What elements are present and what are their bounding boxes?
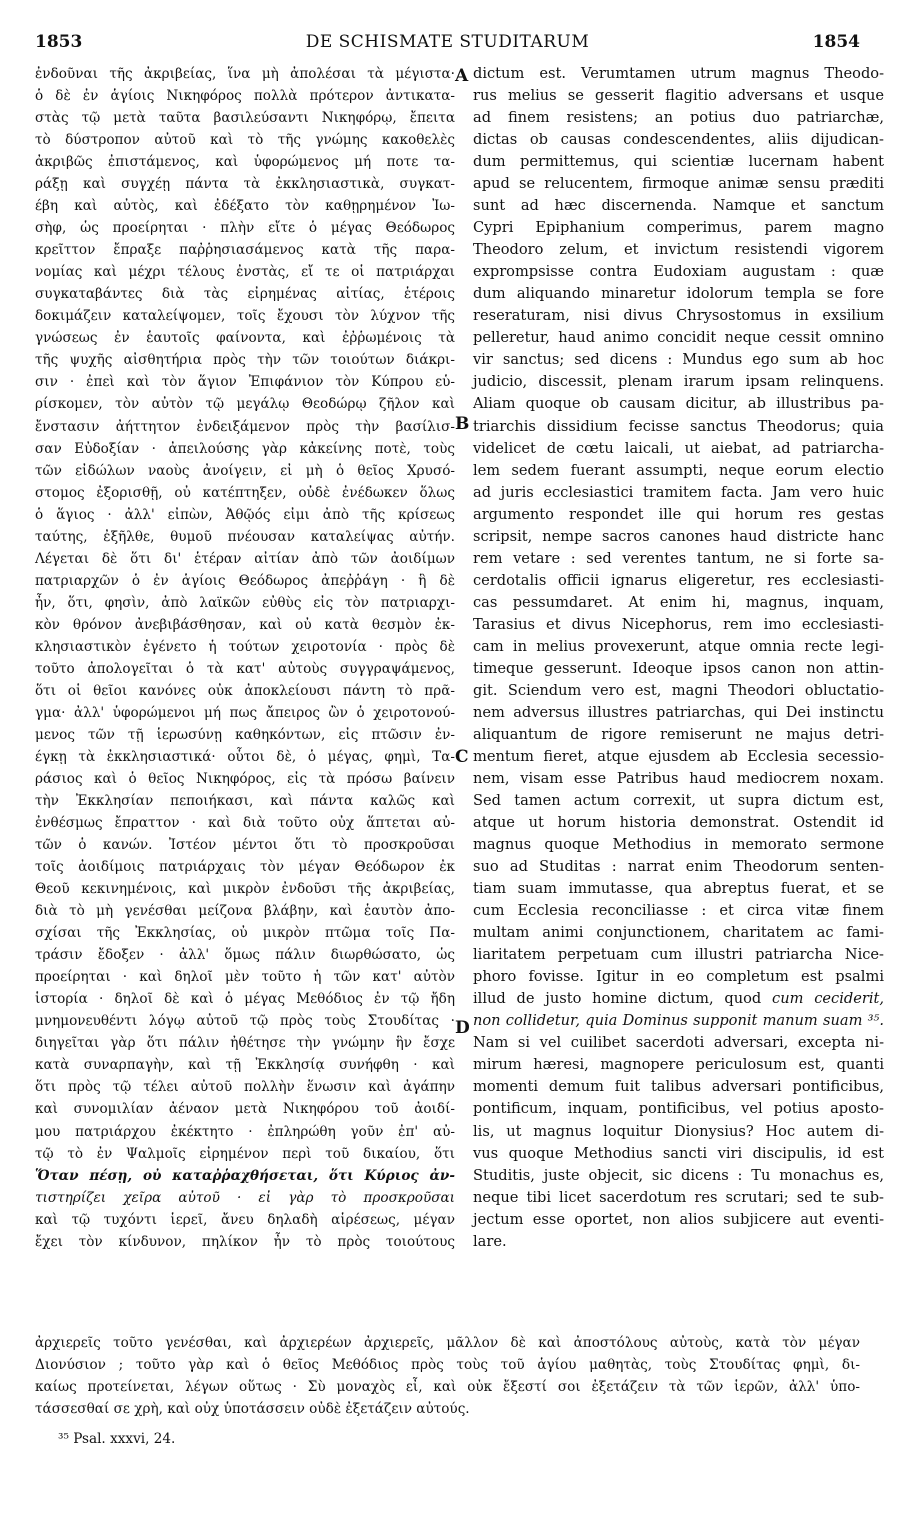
section-marker-d: D bbox=[455, 1018, 470, 1038]
latin-text-line: aliquantum de rigore remiserunt ne majus detri- bbox=[473, 725, 884, 743]
latin-text-line: Sed tamen actum correxit, ut supra dictum est, bbox=[473, 792, 884, 810]
greek-text-line: Διονύσιον ; τοῦτο γὰρ καὶ ὁ θεῖος Μεθόδιος πρὸς τοὺς τοῦ ἁγίου μαθητὰς, τοὺς Στουδίτας φημὶ, δι- bbox=[35, 1357, 860, 1373]
latin-text-line: exprompsisse contra Eudoxiam augustam : quæ bbox=[473, 263, 884, 281]
section-marker-b: B bbox=[455, 414, 470, 434]
latin-column bbox=[473, 63, 884, 1253]
greek-text-line: ράσιος καὶ ὁ θεῖος Νικηφόρος, εἰς τὰ πρόσω βαίνειν bbox=[35, 771, 455, 787]
greek-text-line: νομίας καὶ μέχρι τέλους ἐνστὰς, εἴ τε οἱ πατριάρχαι bbox=[35, 264, 455, 281]
latin-text-line: vir sanctus; sed dicens : Mundus ego sum ab hoc bbox=[473, 351, 884, 369]
full-width-greek-continuation bbox=[35, 1332, 860, 1420]
latin-text-line: sunt ad hæc discernenda. Namque et sanctum bbox=[473, 197, 884, 215]
latin-text-line: multam animi conjunctionem, charitatem ac fami- bbox=[473, 924, 884, 942]
greek-text-line: γμα· ἀλλ' ὑφορώμενοι μή πως ἄπειρος ὢν ὁ χειροτονού- bbox=[35, 704, 455, 721]
latin-text-line: pontificum, inquam, pontificibus, vel potius aposto- bbox=[473, 1100, 884, 1118]
greek-text-line: τάσσεσθαί σε χρὴ, καὶ οὐχ ὑποτάσσειν οὐδὲ ἐξετάζειν αὐτούς. bbox=[35, 1401, 470, 1417]
greek-text-line: σὴφ, ὡς προείρηται · πλὴν εἴτε ὁ μέγας Θεόδωρος bbox=[35, 220, 455, 237]
greek-column bbox=[35, 63, 455, 1253]
greek-text-line: κὸν θρόνον ἀνεβιβάσθησαν, καὶ οὐ κατὰ θεσμὸν ἐκ- bbox=[35, 616, 455, 633]
greek-text-line: ἀρχιερεῖς τοῦτο γενέσθαι, καὶ ἀρχιερέων ἀρχιερεῖς, μᾶλλον δὲ καὶ ἀποστόλους αὐτοὺς, κατὰ τὸν μέγαν bbox=[35, 1335, 860, 1351]
latin-text-line: vus quoque Methodius sancti viri discipulis, id est bbox=[473, 1144, 884, 1162]
greek-text-line: ἱστορία · δηλοῖ δὲ καὶ ὁ μέγας Μεθόδιος ἐν τῷ ἤδη bbox=[35, 991, 455, 1008]
greek-text-line: τῷ τὸ ἐν Ψαλμοῖς εἰρημένον περὶ τοῦ δικαίου, ὅτι bbox=[35, 1145, 455, 1162]
greek-text-line: σαν Εὐδοξίαν · ἀπειλούσης γὰρ κἀκείνης ποτὲ, τοὺς bbox=[35, 440, 455, 457]
latin-text-line: reseraturam, nisi divus Chrysostomus in exsilium bbox=[473, 307, 884, 325]
greek-text-line: τοῦτο ἀπολογεῖται ὁ τὰ κατ' αὐτοὺς συγγραψάμενος, bbox=[35, 660, 455, 677]
latin-text-line: Nam si vel cuilibet sacerdoti adversari, excepta ni- bbox=[473, 1034, 884, 1052]
latin-text-line: nem, visam esse Patribus haud mediocrem noxam. bbox=[473, 770, 884, 787]
greek-text-line: τράσιν ἔδοξεν · ἀλλ' ὅμως πάλιν διωρθώσατο, ὡς bbox=[35, 947, 455, 964]
greek-text-line: διὰ τὸ μὴ γενέσθαι μείζονα βλάβην, καὶ ἑαυτὸν ἀπο- bbox=[35, 903, 455, 920]
greek-text-line: κατὰ συναρπαγὴν, καὶ τῇ Ἐκκλησίᾳ συνήφθη · καὶ bbox=[35, 1057, 455, 1074]
page-number-right: 1854 bbox=[812, 32, 860, 52]
greek-text-line: ἔνστασιν ἀήττητον ἐνδειξάμενον πρὸς τὴν βασίλισ- bbox=[35, 418, 455, 435]
latin-text-line: scripsit, nempe sacros canones haud districte hanc bbox=[473, 527, 884, 545]
latin-text-line: nem adversus illustres patriarchas, qui Dei instinctu bbox=[473, 703, 884, 721]
latin-text-line: dum aliquando minaretur idolorum templa se fore bbox=[473, 285, 884, 303]
latin-text-line: rus melius se gesserit flagitio adversans et usque bbox=[473, 87, 884, 105]
greek-text-line: ράξῃ καὶ συγχέῃ πάντα τὰ ἐκκλησιαστικὰ, συγκατ- bbox=[35, 176, 455, 193]
greek-text-line: στομος ἐξορισθῇ, οὐ κατέπτηξεν, οὐδὲ ἐνέδωκεν ὅλως bbox=[35, 484, 455, 501]
greek-text-line: Θεοῦ κεκινημένοις, καὶ μικρὸν ἐνδοῦσι τῆς ἀκριβείας, bbox=[35, 881, 455, 898]
latin-text-line: Cypri Epiphanium comperimus, parem magno bbox=[473, 219, 884, 237]
greek-text-line: τοῖς ἀοιδίμοις πατριάρχαις τὸν μέγαν Θεόδωρον ἐκ bbox=[35, 859, 455, 876]
greek-text-line: ἐνδοῦναι τῆς ἀκριβείας, ἵνα μὴ ἀπολέσαι τὰ μέγιστα· bbox=[35, 66, 455, 82]
latin-text-line: tiam suam immutasse, qua abreptus fuerat, et se bbox=[473, 880, 884, 898]
greek-text-line: καίως προτείνεται, λέγων οὕτως · Σὺ μοναχὸς εἶ, καὶ οὐκ ἔξεστί σοι ἐξετάζειν τὰ τῶν ἱερῶν, ἀλλ' ὑπο- bbox=[35, 1379, 860, 1395]
greek-text-line: τῆς ψυχῆς αἰσθητήρια πρὸς τὴν τῶν τοιούτων διάκρι- bbox=[35, 352, 455, 369]
greek-text-line: έβη καὶ αὐτὸς, καὶ ἐδέξατο τὸν καθῃρημένον Ἰω- bbox=[35, 198, 455, 215]
latin-text-line: mentum fieret, atque ejusdem ab Ecclesia secessio- bbox=[473, 747, 884, 765]
greek-text-line: κλησιαστικὸν ἐγένετο ἡ τούτων χειροτονία · πρὸς δὲ bbox=[35, 638, 455, 655]
greek-text-line: δοκιμάζειν καταλείψομεν, τοῖς ἔχουσι τὸν λύχνον τῆς bbox=[35, 308, 455, 325]
latin-text-line: apud se relucentem, firmoque animæ sensu præditi bbox=[473, 175, 884, 193]
greek-text-line: πατριαρχῶν ὁ ἐν ἁγίοις Θεόδωρος ἀπεῤῥάγη · ἣ δὲ bbox=[35, 572, 455, 589]
greek-text-line: ἦν, ὅτι, φησὶν, ἀπὸ λαϊκῶν εὐθὺς εἰς τὸν πατριαρχι- bbox=[35, 594, 455, 611]
latin-text-line: Tarasius et divus Nicephorus, rem imo ecclesiasti- bbox=[473, 615, 884, 633]
greek-text-line: τὴν Ἐκκλησίαν πεποιήκασι, καὶ πάντα καλῶς καὶ bbox=[35, 793, 455, 810]
latin-text-line: lis, ut magnus loquitur Dionysius? Hoc autem di- bbox=[473, 1122, 884, 1140]
greek-text-line: ἐνθέσμως ἔπραττον · καὶ διὰ τοῦτο οὐχ ἅπτεται αὐ- bbox=[35, 815, 455, 832]
latin-text-line: videlicet de cœtu laicali, ut aiebat, ad patriarcha- bbox=[473, 439, 884, 457]
latin-text-line: atque ut horum historia demonstrat. Ostendit id bbox=[473, 814, 884, 832]
latin-text-line: momenti demum fuit talibus adversari pontificibus, bbox=[473, 1078, 884, 1096]
greek-text-line: γνώσεως ἐν ἑαυτοῖς φαίνοντα, καὶ ἐῤῥωμένοις τὰ bbox=[35, 330, 455, 347]
latin-text-line: cam in melius provexerunt, atque omnia recte legi- bbox=[473, 637, 884, 655]
latin-text-line: judicio, discessit, plenam irarum ipsam relinquens. bbox=[473, 373, 884, 391]
latin-text-line: mirum hæresi, magnopere periculosum est, quanti bbox=[473, 1056, 884, 1074]
latin-text-line: illud de justo homine dictum, quod cum ceciderit, bbox=[473, 990, 885, 1008]
greek-text-line: στὰς τῷ μετὰ ταῦτα βασιλεύσαντι Νικηφόρῳ, ἔπειτα bbox=[35, 110, 455, 127]
greek-text-line: σιν · ἐπεὶ καὶ τὸν ἅγιον Ἐπιφάνιον τὸν Κύπρου εὑ- bbox=[35, 374, 455, 391]
greek-text-line: μνημονευθέντι λόγῳ αὐτοῦ τῷ πρὸς τοὺς Στουδίτας · bbox=[35, 1013, 455, 1030]
page-header bbox=[35, 32, 860, 56]
latin-text-line: Theodoro zelum, et invictum resistendi vigorem bbox=[473, 241, 884, 259]
greek-text-line: ὁ δὲ ἐν ἁγίοις Νικηφόρος πολλὰ πρότερον ἀντικατα- bbox=[35, 88, 455, 105]
latin-text-line: git. Sciendum vero est, magni Theodori obluctatio- bbox=[473, 681, 884, 699]
greek-text-line: ὅτι πρὸς τῷ τέλει αὐτοῦ πολλὴν ἕνωσιν καὶ ἀγάπην bbox=[35, 1079, 455, 1096]
section-marker-c: C bbox=[455, 747, 469, 767]
latin-text-line: ad finem resistens; an potius duo patriarchæ, bbox=[473, 109, 884, 127]
latin-text-line: argumento respondet ille qui horum res gestas bbox=[473, 505, 884, 523]
latin-text-line: dictum est. Verumtamen utrum magnus Theodo- bbox=[473, 65, 884, 82]
greek-text-line: Λέγεται δὲ ὅτι δι' ἑτέραν αἰτίαν ἀπὸ τῶν ἀοιδίμων bbox=[35, 550, 455, 567]
latin-text-line: suo ad Studitas : narrat enim Theodorum senten- bbox=[473, 858, 884, 876]
greek-text-line: μενος τῶν τῇ ἱερωσύνῃ καθηκόντων, εἰς πτῶσιν ἐν- bbox=[35, 726, 455, 743]
greek-text-line: τὸ δύστροπον αὐτοῦ καὶ τὸ τῆς γνώμης κακοθελὲς bbox=[35, 132, 455, 149]
section-marker-a: A bbox=[455, 66, 469, 86]
latin-text-line: magnus quoque Methodius in memorato sermone bbox=[473, 836, 884, 854]
greek-text-line: καὶ τῷ τυχόντι ἱερεῖ, ἄνευ δηλαδὴ αἱρέσεως, μέγαν bbox=[35, 1211, 455, 1228]
page-number-left: 1853 bbox=[35, 32, 83, 52]
two-column-body bbox=[35, 63, 885, 1336]
greek-text-line: ὁ ἅγιος · ἀλλ' εἰπὼν, Ἀθῷός εἰμι ἀπὸ τῆς κρίσεως bbox=[35, 506, 455, 523]
latin-text-line: Aliam quoque ob causam dicitur, ab illustribus pa- bbox=[473, 395, 884, 413]
footnote: ³⁵ Psal. xxxvi, 24. bbox=[58, 1431, 176, 1447]
latin-text-line: phoro fovisse. Igitur in eo completum est psalmi bbox=[473, 968, 884, 986]
greek-text-line: ταύτης, ἐξῆλθε, θυμοῦ πνέουσαν καταλείψας αὐτήν. bbox=[35, 528, 455, 545]
greek-text-line: τιστηρίζει χεῖρα αὐτοῦ · εἰ γὰρ τὸ προσκροῦσαι bbox=[35, 1189, 455, 1206]
greek-text-line: τῶν ὁ κανών. Ἰστέον μέντοι ὅτι τὸ προσκροῦσαι bbox=[35, 837, 455, 854]
greek-text-line: σχίσαι τῆς Ἐκκλησίας, οὐ μικρὸν πτῶμα τοῖς Πα- bbox=[35, 925, 455, 942]
greek-text-line: προείρηται · καὶ δηλοῖ μὲν τοῦτο ἡ τῶν κατ' αὐτὸν bbox=[35, 969, 455, 986]
latin-text-line: Studitis, juste objecit, sic dicens : Tu monachus es, bbox=[473, 1166, 884, 1184]
running-title: DE SCHISMATE STUDITARUM bbox=[305, 32, 590, 52]
latin-text-line: cum Ecclesia reconciliasse : et circa vitæ finem bbox=[473, 902, 884, 920]
greek-text-line: ρίσκομεν, τὸν αὐτὸν τῷ μεγάλῳ Θεοδώρῳ ζῆλον καὶ bbox=[35, 396, 455, 413]
greek-text-line: διηγεῖται γὰρ ὅτι πάλιν ἠθέτησε τὴν γνώμην ἣν ἔσχε bbox=[35, 1035, 455, 1052]
greek-text-line: συγκαταβάντες διὰ τὰς εἰρημένας αἰτίας, ἑτέροις bbox=[35, 286, 455, 303]
greek-text-line: έγκῃ τὰ ἐκκλησιαστικά· οὗτοι δὲ, ὁ μέγας, φημὶ, Τα- bbox=[35, 748, 455, 765]
latin-text-line: non collidetur, quia Dominus supponit manum suam ³⁵. bbox=[473, 1012, 884, 1030]
latin-text-line: dum permittemus, qui scientiæ lucernam habent bbox=[473, 153, 884, 171]
latin-text-line: rem vetare : sed verentes tantum, ne si forte sa- bbox=[473, 549, 884, 567]
latin-text-line: lare. bbox=[473, 1232, 507, 1250]
latin-text-line: timeque gesserunt. Ideoque ipsos canon non attin- bbox=[473, 659, 884, 677]
greek-text-line: Ὅταν πέσῃ, οὐ καταῤῥαχθήσεται, ὅτι Κύριος ἀν- bbox=[35, 1167, 455, 1184]
latin-text-line: liaritatem perpetuam cum illustri patriarcha Nice- bbox=[473, 946, 884, 964]
greek-text-line: ἀκριβῶς ἐπιστάμενος, καὶ ὑφορώμενος μή ποτε τα- bbox=[35, 154, 455, 171]
greek-text-line: τῶν εἰδώλων ναοὺς ἀνοίγειν, εἰ μὴ ὁ θεῖος Χρυσό- bbox=[35, 462, 455, 479]
greek-text-line: μου πατριάρχου ἐκέκτητο · ἐπληρώθη γοῦν ἐπ' αὐ- bbox=[35, 1123, 455, 1140]
greek-text-line: ὅτι οἱ θεῖοι κανόνες οὐκ ἀποκλείουσι πάντη τὸ πρᾶ- bbox=[35, 682, 455, 699]
latin-text-line: triarchis dissidium fecisse sanctus Theodorus; quia bbox=[473, 417, 884, 435]
greek-text-line: καὶ συνομιλίαν ἀέναον μετὰ Νικηφόρου τοῦ ἀοιδί- bbox=[35, 1101, 455, 1118]
latin-text-line: neque tibi licet sacerdotum res scrutari; sed te sub- bbox=[473, 1188, 884, 1206]
latin-text-line: jectum esse oportet, non alios subjicere aut eventi- bbox=[473, 1210, 884, 1228]
latin-text-line: dictas ob causas condescendentes, aliis dijudican- bbox=[473, 131, 884, 149]
latin-text-line: ad juris ecclesiastici tramitem facta. Jam vero huic bbox=[473, 483, 884, 501]
latin-text-line: cerdotalis officii ignarus eligeretur, res ecclesiasti- bbox=[473, 571, 884, 589]
latin-text-line: cas pessumdaret. At enim hi, magnus, inquam, bbox=[473, 593, 884, 611]
latin-text-line: pelleretur, haud animo concidit neque cessit omnino bbox=[473, 329, 884, 347]
greek-text-line: ἔχει τὸν κίνδυνον, πηλίκον ἦν τὸ πρὸς τοιούτους bbox=[35, 1233, 455, 1250]
latin-text-line: lem sedem fuerant assumpti, neque eorum electio bbox=[473, 461, 884, 479]
greek-text-line: κρεῖττον ἔπραξε παῤῥησιασάμενος κατὰ τῆς παρα- bbox=[35, 242, 455, 259]
